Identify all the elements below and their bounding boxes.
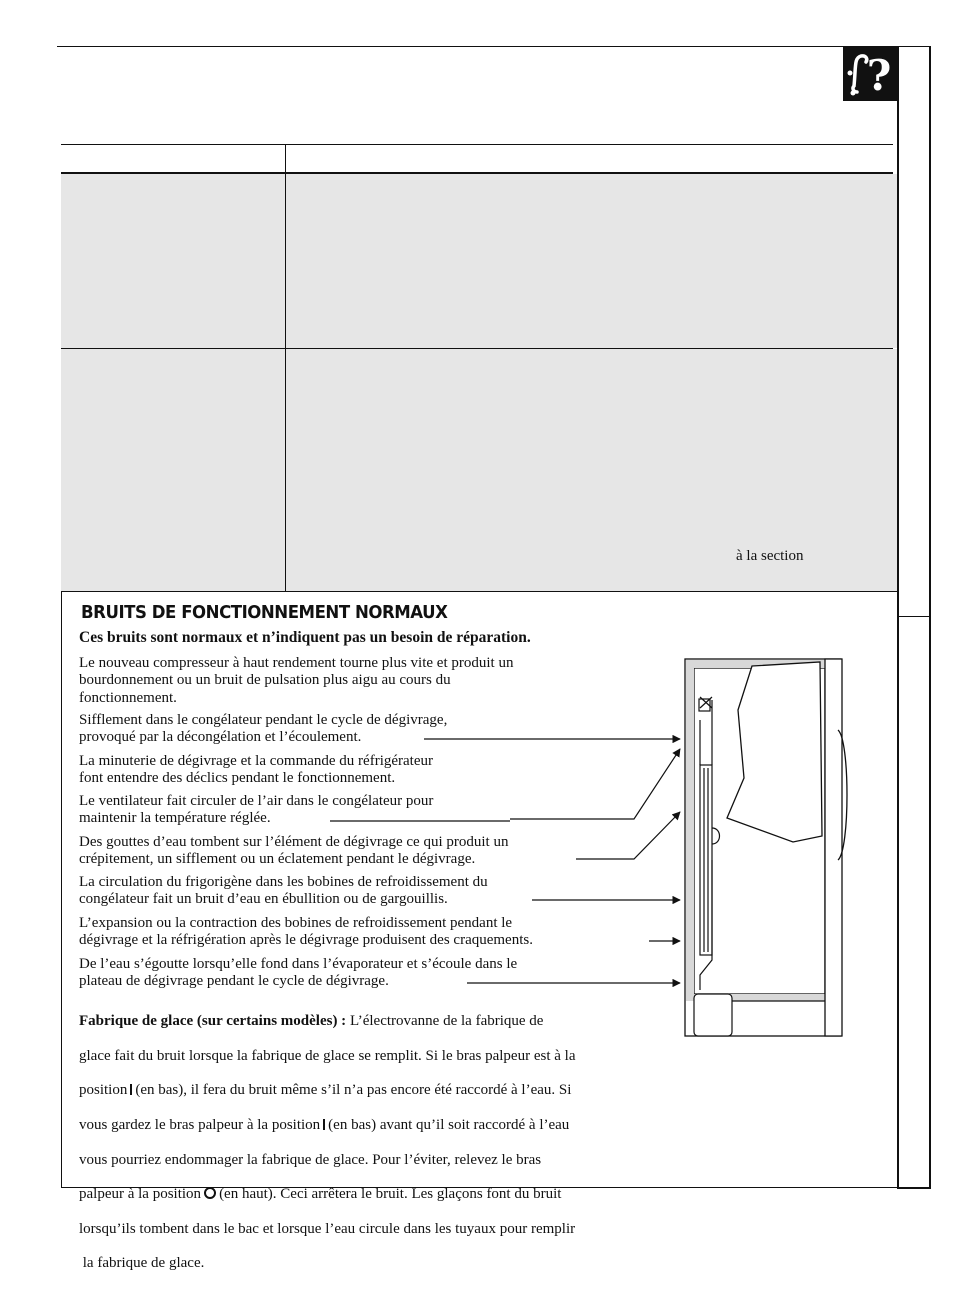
section-title: BRUITS DE FONCTIONNEMENT NORMAUX	[81, 602, 448, 623]
section-lead: Ces bruits sont normaux et n’indiquent pas un besoin de réparation.	[79, 629, 531, 646]
sound-item: La circulation du frigorigène dans les bobines de refroidissement du congélateur fait un bruit d’eau en ébullition ou de gargouillis.	[79, 874, 488, 908]
sound-item: Des gouttes d’eau tombent sur l’élément de dégivrage ce qui produit un crépitement, un sifflement ou un éclatement pendant le dégivrage.	[79, 834, 509, 868]
icemaker-line: vous pourriez endommager la fabrique de glace. Pour l’éviter, relevez le bras	[79, 1151, 542, 1168]
sound-item: Le nouveau compresseur à haut rendement tourne plus vite et produit un bourdonnement ou un bruit de pulsation plus aigu au cours du fonctionnement.	[79, 655, 514, 706]
sound-item: Le ventilateur fait circuler de l’air dans le congélateur pour maintenir la température réglée.	[79, 793, 434, 827]
icemaker-line: L’électrovanne de la fabrique de	[346, 1013, 544, 1030]
icemaker-line: la fabrique de glace.	[79, 1255, 205, 1272]
icemaker-line: glace fait du bruit lorsque la fabrique de glace se remplit. Si le bras palpeur est à la	[79, 1047, 576, 1064]
sound-item: La minuterie de dégivrage et la commande du réfrigérateur font entendre des déclics pendant le fonctionnement.	[79, 753, 433, 787]
sound-item: Sifflement dans le congélateur pendant le cycle de dégivrage, provoqué par la décongélation et l’écoulement.	[79, 712, 448, 746]
icemaker-line: (en bas) avant qu’il soit raccordé à l’eau	[328, 1117, 570, 1134]
sound-item: L’expansion ou la contraction des bobines de refroidissement pendant le dégivrage et la réfrigération après le dégivrage produisent des craquements.	[79, 915, 533, 949]
table-note: à la section	[736, 548, 804, 564]
icemaker-line: lorsqu’ils tombent dans le bac et lorsque l’eau circule dans les tuyaux pour remplir	[79, 1220, 576, 1237]
icemaker-label: Fabrique de glace (sur certains modèles) :	[79, 1013, 347, 1030]
sound-item: De l’eau s’égoutte lorsqu’elle fond dans l’évaporateur et s’écoule dans le plateau de dégivrage pendant le cycle de dégivrage.	[79, 956, 518, 990]
icemaker-line: (en haut). Ceci arrêtera le bruit. Les glaçons font du bruit	[219, 1186, 562, 1203]
icemaker-line: position	[79, 1082, 128, 1099]
icemaker-line: palpeur à la position	[79, 1186, 202, 1203]
icemaker-line: vous gardez le bras palpeur à la position	[79, 1117, 321, 1134]
svg-text:?: ?	[866, 51, 892, 100]
icemaker-line: (en bas), il fera du bruit même s’il n’a pas encore été raccordé à l’eau. Si	[135, 1082, 572, 1099]
